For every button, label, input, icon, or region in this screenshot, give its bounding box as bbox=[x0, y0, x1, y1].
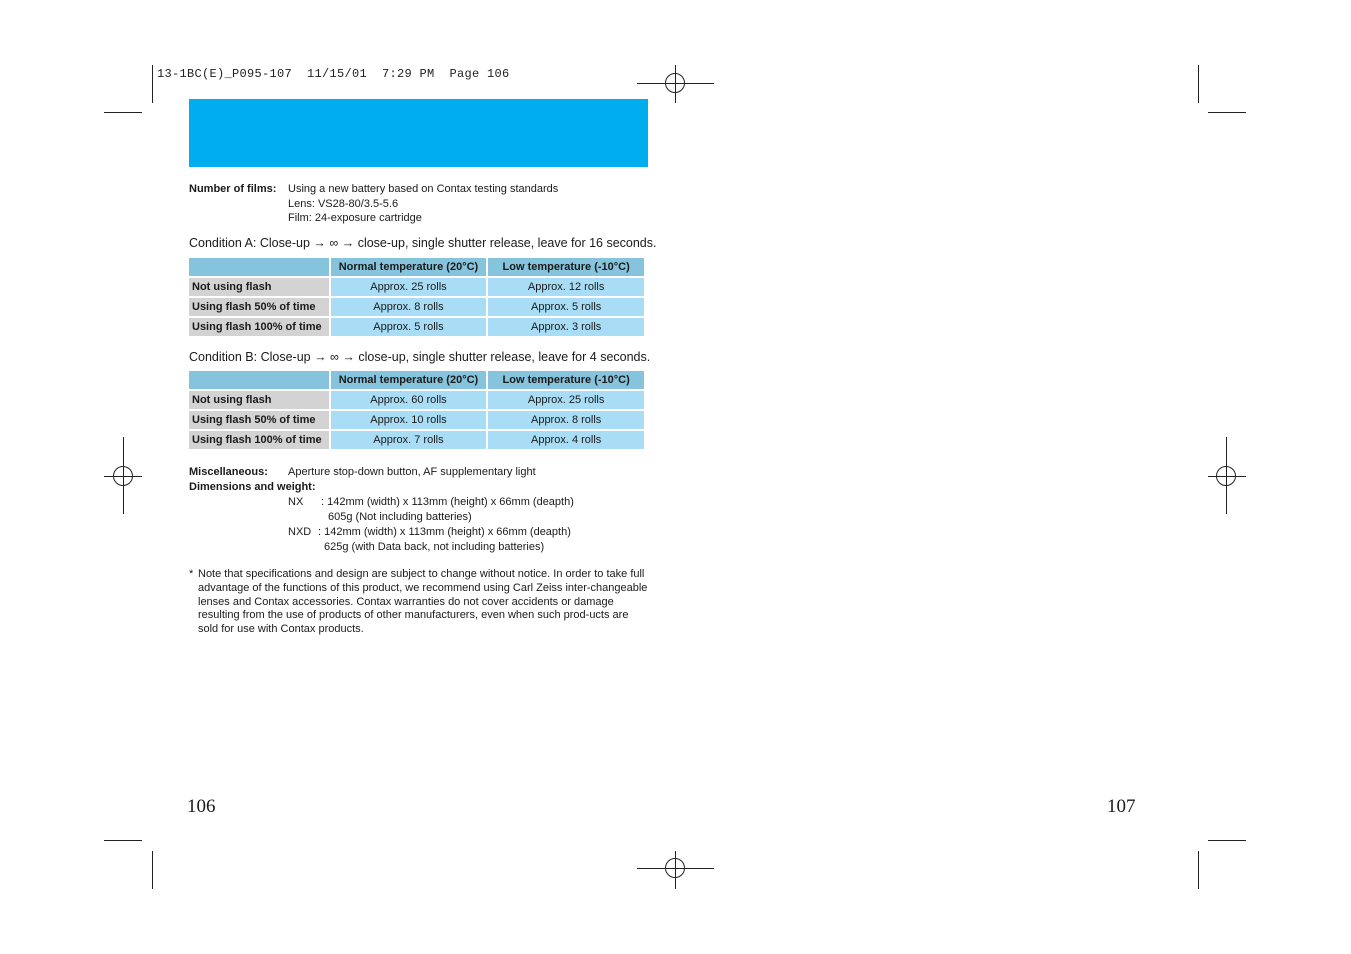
table-row bbox=[189, 411, 644, 429]
print-slug: 13-1BC(E)_P095-107 11/15/01 7:29 PM Page 106 bbox=[157, 67, 510, 81]
films-line-3: Film: 24-exposure cartridge bbox=[288, 212, 422, 224]
page-number-right: 107 bbox=[1107, 796, 1136, 817]
table-header-normal: Normal temperature (20°C) bbox=[331, 258, 487, 276]
table-header-row bbox=[189, 258, 644, 276]
row-label: Using flash 50% of time bbox=[189, 298, 329, 316]
condition-b-title: Condition B: Close-up → ∞ → close-up, single shutter release, leave for 4 seconds. bbox=[189, 350, 651, 364]
cell-low: Approx. 4 rolls bbox=[488, 431, 644, 449]
row-label: Not using flash bbox=[189, 278, 329, 296]
cell-normal: Approx. 10 rolls bbox=[331, 411, 487, 429]
header-banner bbox=[189, 99, 648, 167]
row-label: Using flash 100% of time bbox=[189, 431, 329, 449]
table-row bbox=[189, 278, 644, 296]
table-header-blank bbox=[189, 371, 329, 389]
cell-normal: Approx. 7 rolls bbox=[331, 431, 487, 449]
table-header-low: Low temperature (-10°C) bbox=[488, 371, 644, 389]
cell-low: Approx. 5 rolls bbox=[488, 298, 644, 316]
table-row bbox=[189, 318, 644, 336]
footnote-asterisk: * bbox=[189, 568, 194, 580]
nx-model: NX bbox=[288, 496, 304, 508]
condition-a-table bbox=[187, 256, 646, 338]
row-label: Using flash 50% of time bbox=[189, 411, 329, 429]
page-number-left: 106 bbox=[187, 796, 216, 817]
table-header-row bbox=[189, 371, 644, 389]
nx-dimensions: : 142mm (width) x 113mm (height) x 66mm (deapth) bbox=[321, 496, 574, 508]
footnote bbox=[189, 568, 649, 637]
nx-weight: 605g (Not including batteries) bbox=[328, 511, 472, 523]
nxd-dimensions: : 142mm (width) x 113mm (height) x 66mm (deapth) bbox=[318, 526, 571, 538]
cell-normal: Approx. 60 rolls bbox=[331, 391, 487, 409]
condition-a-title: Condition A: Close-up → ∞ → close-up, single shutter release, leave for 16 seconds. bbox=[189, 236, 657, 250]
row-label: Not using flash bbox=[189, 391, 329, 409]
table-header-normal: Normal temperature (20°C) bbox=[331, 371, 487, 389]
footnote-text: Note that specifications and design are subject to change without notice. In order to take full advantage of the functions of this product, we recommend using Carl Zeiss inter-changeable lenses and Contax accessories. Contax warranties do not cover accidents or damage resulting from the use of products of other manufacturers, even when such prod-ucts are sold for use with Contax products. bbox=[198, 568, 648, 636]
cell-low: Approx. 8 rolls bbox=[488, 411, 644, 429]
table-row bbox=[189, 391, 644, 409]
row-label: Using flash 100% of time bbox=[189, 318, 329, 336]
cell-normal: Approx. 5 rolls bbox=[331, 318, 487, 336]
misc-label: Miscellaneous: bbox=[189, 466, 268, 478]
table-header-blank bbox=[189, 258, 329, 276]
cell-low: Approx. 3 rolls bbox=[488, 318, 644, 336]
condition-b-table bbox=[187, 369, 646, 451]
films-label: Number of films: bbox=[189, 183, 277, 195]
cell-normal: Approx. 8 rolls bbox=[331, 298, 487, 316]
table-row bbox=[189, 298, 644, 316]
nxd-weight: 625g (with Data back, not including batteries) bbox=[324, 541, 545, 553]
films-line-1: Using a new battery based on Contax testing standards bbox=[288, 183, 559, 195]
cell-normal: Approx. 25 rolls bbox=[331, 278, 487, 296]
nxd-model: NXD bbox=[288, 526, 312, 538]
cell-low: Approx. 25 rolls bbox=[488, 391, 644, 409]
cell-low: Approx. 12 rolls bbox=[488, 278, 644, 296]
table-row bbox=[189, 431, 644, 449]
films-line-2: Lens: VS28-80/3.5-5.6 bbox=[288, 198, 399, 210]
misc-value: Aperture stop-down button, AF supplementary light bbox=[288, 466, 536, 478]
dimensions-label: Dimensions and weight: bbox=[189, 481, 316, 493]
table-header-low: Low temperature (-10°C) bbox=[488, 258, 644, 276]
